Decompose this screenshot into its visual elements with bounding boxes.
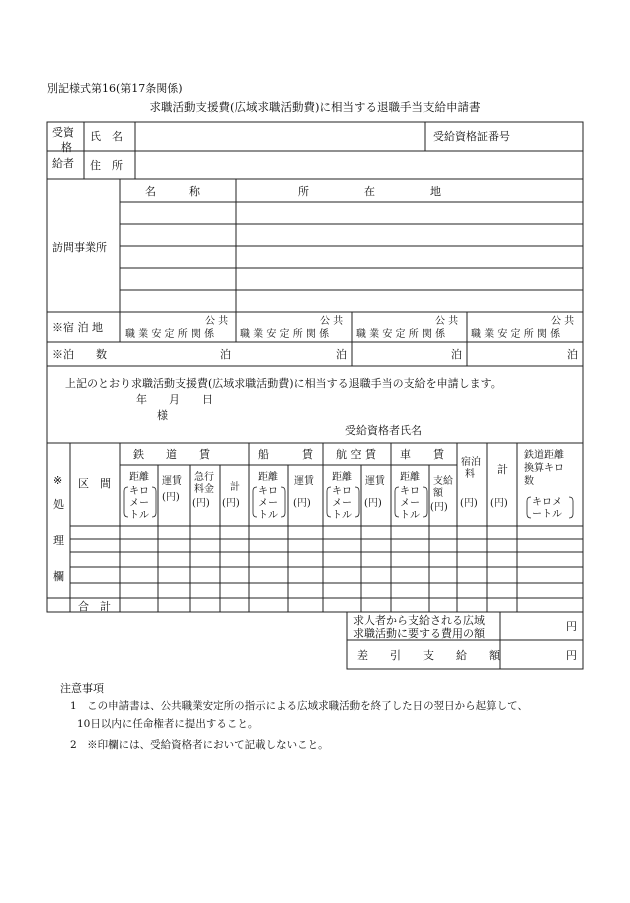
office-4-line2: 職 業 安 定 所 関 係 (471, 329, 561, 340)
air-distance: 距離 (332, 472, 352, 483)
car-paid-yen: (円) (430, 502, 448, 513)
total-col-yen: (円) (490, 498, 508, 509)
car-paid-2: 額 (433, 488, 443, 499)
car-km-1: キロ (400, 486, 420, 497)
rail-express-1: 急行 (194, 472, 214, 483)
employer-cost-yen: 円 (566, 620, 577, 633)
office-2-line1: 公 共 (320, 316, 344, 327)
car-km-2: メー (400, 498, 420, 509)
nights-label: ※泊 数 (52, 348, 107, 361)
applicant-label-1: 受資 (52, 126, 74, 139)
office-1-line2: 職 業 安 定 所 関 係 (125, 329, 215, 340)
total-col-header: 計 (497, 463, 508, 476)
nights-unit-2: 泊 (336, 348, 347, 361)
air-fare: 運賃 (365, 476, 385, 487)
air-km-2: メー (332, 498, 352, 509)
ship-distance: 距離 (258, 472, 278, 483)
sum-label: 合 計 (78, 600, 111, 613)
air-km-3: トル (332, 510, 352, 521)
cert-number-label: 受給資格証番号 (433, 130, 510, 143)
air-header: 航 空 賃 (336, 448, 376, 461)
office-3-line2: 職 業 安 定 所 関 係 (356, 329, 446, 340)
car-paid-1: 支給 (433, 476, 453, 487)
note-item-1-cont: 10日以内に任命権者に提出すること。 (77, 718, 259, 730)
rail-km-3: トル (129, 510, 149, 521)
balance-label: 差 引 支 給 額 (357, 649, 500, 662)
lodging-place-label: ※宿 泊 地 (52, 321, 103, 334)
office-2-line2: 職 業 安 定 所 関 係 (240, 329, 330, 340)
ship-km-1: キロ (258, 486, 278, 497)
processing-label-1: ※ (53, 474, 63, 487)
rail-conv-1: 鉄道距離 (524, 450, 564, 461)
declaration-date: 年 月 日 (136, 393, 213, 406)
ship-header: 船 賃 (258, 448, 313, 461)
visits-col-location: 所 在 地 (298, 185, 441, 198)
rail-express-2: 料金 (194, 484, 214, 495)
notes-heading: 注意事項 (60, 682, 104, 695)
lodging-fee-yen: (円) (460, 498, 478, 509)
car-km-3: トル (400, 510, 420, 521)
rail-conv-km-1: キロメ (532, 497, 562, 508)
nights-unit-4: 泊 (567, 348, 578, 361)
form-title: 求職活動支援費(広域求職活動費)に相当する退職手当支給申請書 (149, 100, 481, 114)
ship-fare: 運賃 (294, 476, 314, 487)
rail-fare-yen: (円) (162, 492, 180, 503)
form-reference: 別記様式第16(第17条関係) (47, 82, 183, 95)
rail-conv-3: 数 (524, 476, 534, 487)
employer-cost-1: 求人者から支給される広域 (353, 614, 485, 627)
note-item-2: 2 ※印欄には、受給資格者において記載しないこと。 (70, 739, 329, 751)
declaration-text: 上記のとおり求職活動支援費(広域求職活動費)に相当する退職手当の支給を申請します。 (65, 377, 502, 390)
ship-fare-yen: (円) (293, 498, 311, 509)
visits-col-name: 名 称 (145, 185, 200, 198)
rail-express-yen: (円) (192, 498, 210, 509)
rail-conv-2: 換算キロ (524, 463, 564, 474)
nights-unit-3: 泊 (451, 348, 462, 361)
processing-label-3: 理 (53, 534, 64, 547)
rail-km-2: メー (129, 498, 149, 509)
name-label: 氏 名 (90, 130, 123, 143)
air-fare-yen: (円) (364, 498, 382, 509)
air-km-1: キロ (332, 486, 352, 497)
ship-km-3: トル (258, 510, 278, 521)
rail-total-yen: (円) (222, 498, 240, 509)
car-distance: 距離 (400, 472, 420, 483)
processing-label-2: 処 (53, 498, 64, 511)
note-item-1: 1 この申請書は、公共職業安定所の指示による広域求職活動を終了した日の翌日から起算して、 (70, 700, 528, 712)
applicant-label-2: 格 (61, 141, 72, 154)
office-4-line1: 公 共 (551, 316, 575, 327)
employer-cost-2: 求職活動に要する費用の額 (353, 627, 485, 640)
ship-km-2: メー (258, 498, 278, 509)
nights-unit-1: 泊 (220, 348, 231, 361)
balance-yen: 円 (566, 649, 577, 662)
rail-fare: 運賃 (162, 476, 182, 487)
rail-conv-km-2: ートル (532, 509, 562, 520)
address-label: 住 所 (90, 159, 123, 172)
processing-label-4: 欄 (53, 570, 64, 583)
car-header: 車 賃 (400, 448, 444, 461)
office-3-line1: 公 共 (435, 316, 459, 327)
visits-label: 訪問事業所 (52, 241, 107, 254)
lodging-fee-2: 料 (465, 469, 475, 480)
rail-distance: 距離 (129, 472, 149, 483)
rail-header: 鉄 道 賃 (133, 448, 210, 461)
rail-km-1: キロ (129, 486, 149, 497)
office-1-line1: 公 共 (205, 316, 229, 327)
rail-total: 計 (230, 482, 240, 493)
applicant-name-label: 受給資格者氏名 (345, 424, 422, 437)
section-col-label: 区 間 (78, 477, 111, 490)
declaration-addressee: 様 (157, 409, 168, 422)
applicant-label-3: 給者 (52, 157, 74, 170)
lodging-fee-1: 宿泊 (461, 457, 481, 468)
